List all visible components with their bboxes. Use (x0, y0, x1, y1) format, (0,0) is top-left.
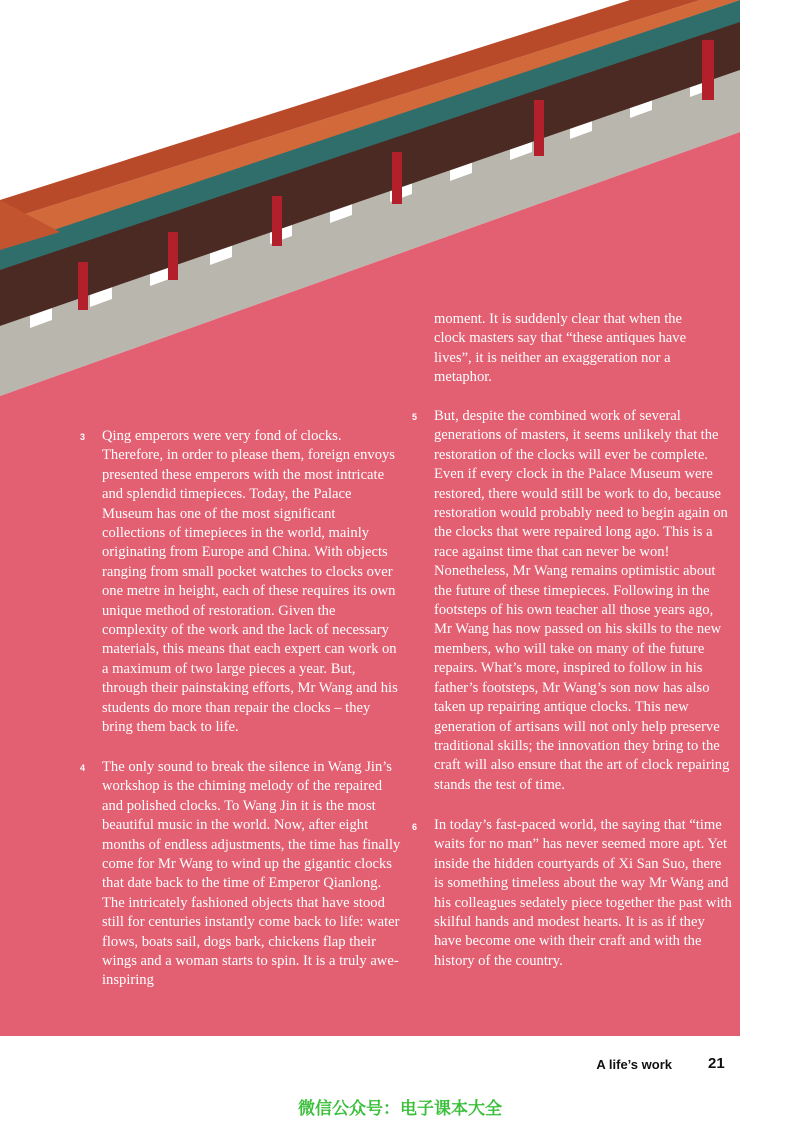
paragraph-number: 4 (80, 763, 86, 773)
paragraph-text: Qing emperors were very fond of clocks. Therefore, in order to please them, foreign envoys presented these emperors with the most intricate and splendid timepieces. Today, the Palace Museum has one of the most significant collections of timepieces in the world, mainly originating from Europe and China. With objects ranging from small pocket watches to clocks over one metre in height, each of these requires its own unique method of restoration. Given the complexity of the work and the lack of necessary materials, this means that each expert can work on a maximum of two large pieces a year. But, through their painstaking efforts, Mr Wang and his students do more than repair the clocks – they bring them back to life. (102, 428, 398, 736)
article-paragraph (434, 407, 732, 795)
article-paragraph (434, 816, 732, 971)
article-paragraph (102, 758, 402, 991)
article-paragraph (102, 427, 402, 738)
page-number: 21 (708, 1055, 725, 1072)
paragraph-text: moment. It is suddenly clear that when the clock masters say that “these antiques have lives”, it is neither an exaggeration nor a metaphor. (434, 311, 687, 386)
watermark-text: 微信公众号：电子课本大全 (298, 1099, 502, 1119)
paragraph-text: But, despite the combined work of several generations of masters, it seems unlikely that the restoration of the clocks will ever be complete. Even if every clock in the Palace Museum were restored, there would still be work to do, because restoration would probably need to begin again on the clocks that were repaired long ago. This is a race against time that can never be won! Nonetheless, Mr Wang remains optimistic about the future of these timepieces. Following in the footsteps of his own teacher all those years ago, Mr Wang has now passed on his skills to the new members, who will take on many of the future repairs. What’s more, inspired to follow in his father’s footsteps, Mr Wang’s son now has also taken up repairing antique clocks. This new generation of artisans will not only help preserve traditional skills; the innovation they bring to the craft will also ensure that the art of clock repairing stands the test of time. (434, 408, 730, 793)
paragraph-text: The only sound to break the silence in Wang Jin’s workshop is the chiming melody of the repaired and polished clocks. To Wang Jin it is the most beautiful music in the world. Now, after eight months of endless adjustments, the time has finally come for Mr Wang to wind up the gigantic clocks that date back to the time of Emperor Qianlong. The intricately fashioned objects that have stood still for centuries instantly come back to life: water flows, boats sail, dogs bark, chickens flap their wings and a woman starts to spin. It is a truly awe-inspiring (102, 759, 401, 989)
article-paragraph-continuation (434, 310, 714, 388)
footer-unit-title: A life’s work (596, 1057, 672, 1072)
paragraph-number: 6 (412, 822, 418, 832)
paragraph-number: 3 (80, 432, 86, 442)
paragraph-number: 5 (412, 412, 418, 422)
paragraph-text: In today’s fast-paced world, the saying that “time waits for no man” has never seemed more apt. Yet inside the hidden courtyards of Xi San Suo, there is something timeless about the way Mr Wang and his colleagues sedately piece together the past with skilful hands and modest hearts. It is as if they have become one with their craft and with the history of the country. (434, 817, 732, 969)
